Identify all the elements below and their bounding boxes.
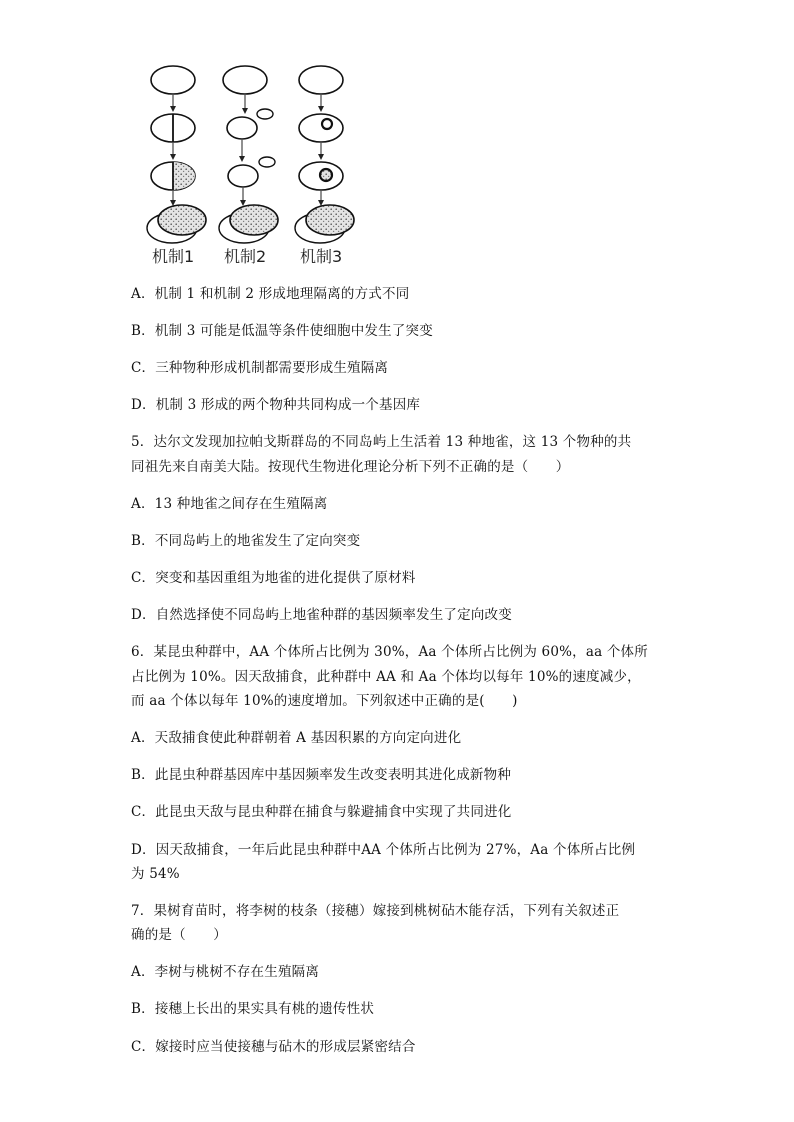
mechanism-1-column — [147, 66, 206, 243]
q6-stem-line-2: 占比例为 10%。因天敌捕食，此种群中 AA 和 Aa 个体均以每年 10%的速度减少， — [131, 669, 641, 685]
q4-option-b: B．机制 3 可能是低温等条件使细胞中发生了突变 — [131, 323, 433, 339]
q7-stem-line-2: 确的是（ ） — [131, 927, 227, 943]
q6-option-b: B．此昆虫种群基因库中基因频率发生改变表明其进化成新物种 — [131, 767, 512, 783]
q6-option-c: C．此昆虫天敌与昆虫种群在捕食与躲避捕食中实现了共同进化 — [131, 804, 512, 820]
q4-option-a: A．机制 1 和机制 2 形成地理隔离的方式不同 — [131, 286, 410, 302]
mechanism-2-column — [219, 66, 278, 243]
q5-option-d: D．自然选择使不同岛屿上地雀种群的基因频率发生了定向改变 — [131, 607, 512, 623]
q6-option-d-line-2: 为 54% — [131, 866, 180, 882]
q6-option-a: A．天敌捕食使此种群朝着 A 基因积累的方向定向进化 — [131, 730, 462, 746]
q5-option-c: C．突变和基因重组为地雀的进化提供了原材料 — [131, 570, 416, 586]
q5-stem-line-2: 同祖先来自南美大陆。按现代生物进化理论分析下列不正确的是（ ） — [131, 459, 570, 475]
q5-option-b: B．不同岛屿上的地雀发生了定向突变 — [131, 533, 361, 549]
mechanism-1-label: 机制1 — [152, 247, 195, 266]
q5-option-a: A．13 种地雀之间存在生殖隔离 — [131, 496, 328, 512]
speciation-mechanisms-figure — [140, 58, 370, 270]
q6-stem-line-1: 6．某昆虫种群中，AA 个体所占比例为 30%，Aa 个体所占比例为 60%，aa 个体所 — [131, 644, 648, 660]
mechanism-3-label: 机制3 — [300, 247, 343, 266]
q7-option-c: C．嫁接时应当使接穗与砧木的形成层紧密结合 — [131, 1039, 416, 1055]
mechanism-3-column — [295, 66, 354, 243]
q7-option-b: B．接穗上长出的果实具有桃的遗传性状 — [131, 1001, 375, 1017]
q6-stem-line-3: 而 aa 个体以每年 10%的速度增加。下列叙述中正确的是( ) — [131, 693, 518, 709]
q7-option-a: A．李树与桃树不存在生殖隔离 — [131, 964, 320, 980]
speciation-diagram — [140, 58, 370, 248]
q6-option-d-line-1: D．因天敌捕食，一年后此昆虫种群中AA 个体所占比例为 27%，Aa 个体所占比例 — [131, 842, 636, 858]
q7-stem-line-1: 7．果树育苗时，将李树的枝条（接穗）嫁接到桃树砧木能存活，下列有关叙述正 — [131, 903, 620, 919]
q5-stem-line-1: 5．达尔文发现加拉帕戈斯群岛的不同岛屿上生活着 13 种地雀，这 13 个物种的共 — [131, 434, 632, 450]
mechanism-2-label: 机制2 — [224, 247, 267, 266]
q4-option-c: C．三种物种形成机制都需要形成生殖隔离 — [131, 360, 389, 376]
q4-option-d: D．机制 3 形成的两个物种共同构成一个基因库 — [131, 397, 421, 413]
